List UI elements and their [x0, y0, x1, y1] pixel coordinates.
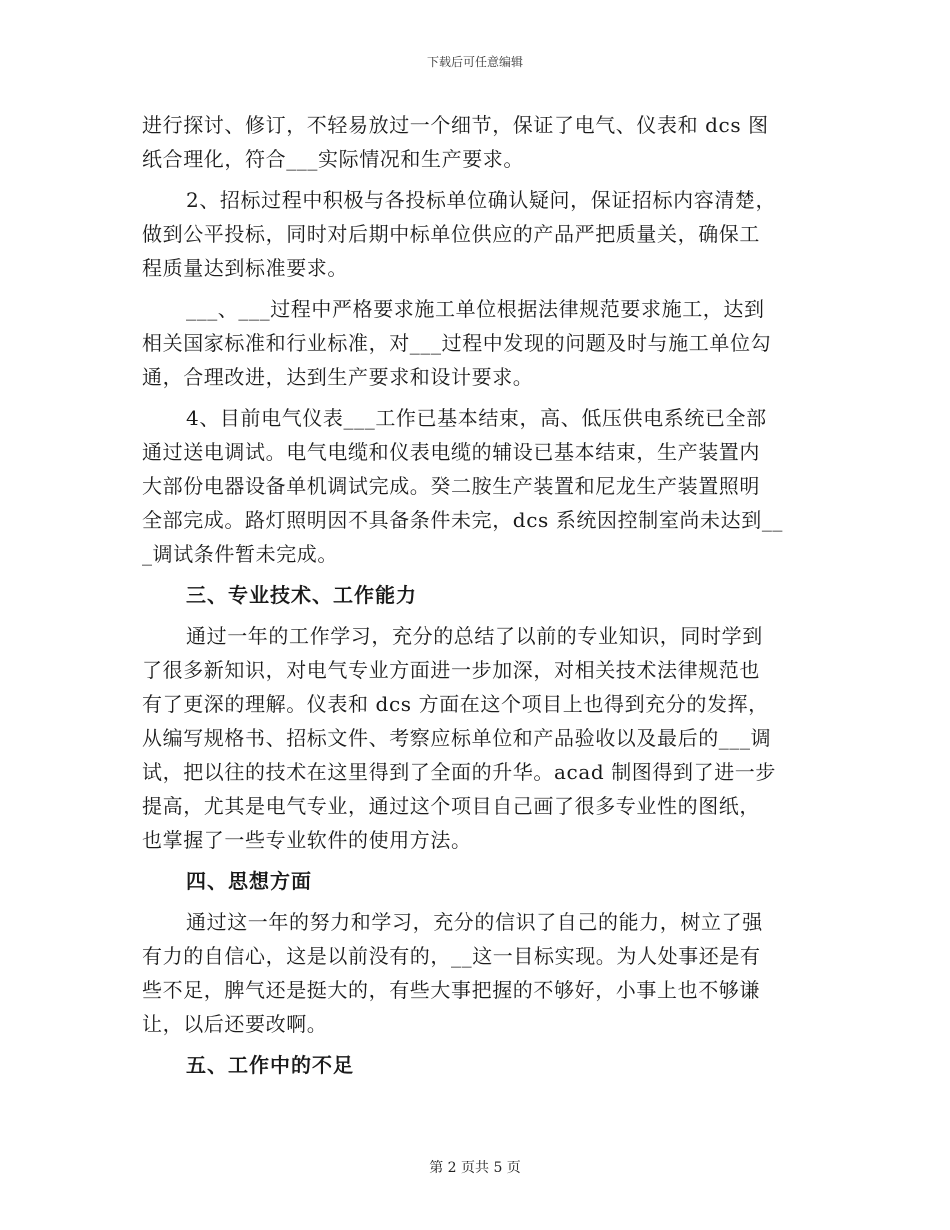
paragraph-item-2 — [142, 183, 808, 285]
paragraph-item-3 — [142, 292, 808, 394]
paragraph-thinking — [142, 905, 808, 1041]
page-header: 下载后可任意编辑 — [426, 55, 523, 69]
text-line: 纸合理化，符合___实际情况和生产要求。 — [142, 147, 524, 171]
section-heading-4 — [142, 864, 808, 898]
text-line: 大部份电器设备单机调试完成。癸二胺生产装置和尼龙生产装置照明 — [142, 474, 760, 498]
text-line: 有了更深的理解。仪表和 dcs 方面在这个项目上也得到充分的发挥， — [142, 692, 769, 716]
text-line: 让，以后还要改啊。 — [142, 1012, 328, 1036]
text-line: 提高，尤其是电气专业，通过这个项目自己画了很多专业性的图纸， — [142, 794, 760, 818]
text-line: 全部完成。路灯照明因不具备条件未完，dcs 系统因控制室尚未达到__ — [142, 508, 784, 532]
text-line: 有力的自信心，这是以前没有的，__这一目标实现。为人处事还是有 — [142, 944, 761, 968]
text-line: _调试条件暂未完成。 — [142, 542, 338, 566]
section-heading-3 — [142, 578, 808, 612]
text-line: 通过一年的工作学习，充分的总结了以前的专业知识，同时学到 — [186, 624, 763, 648]
paragraph-professional-skills — [142, 619, 808, 857]
page-footer: 第 2 页共 5 页 — [429, 1160, 521, 1176]
text-line: 也掌握了一些专业软件的使用方法。 — [142, 828, 472, 852]
text-line: 试，把以往的技术在这里得到了全面的升华。acad 制图得到了进一步 — [142, 760, 777, 784]
text-line: 通过送电调试。电气电缆和仪表电缆的辅设已基本结束，生产装置内 — [142, 440, 760, 464]
text-line: 些不足，脾气还是挺大的，有些大事把握的不够好，小事上也不够谦 — [142, 978, 760, 1002]
section-heading: 五、工作中的不足 — [186, 1053, 354, 1077]
section-heading-5 — [142, 1048, 808, 1082]
paragraph-continuation — [142, 108, 808, 176]
document-body — [142, 108, 808, 1082]
text-line: 做到公平投标，同时对后期中标单位供应的产品严把质量关，确保工 — [142, 222, 760, 246]
paragraph-item-4 — [142, 401, 808, 571]
text-line: 4、目前电气仪表___工作已基本结束，高、低压供电系统已全部 — [186, 406, 767, 430]
text-line: 了很多新知识，对电气专业方面进一步加深，对相关技术法律规范也 — [142, 658, 760, 682]
text-line: 进行探讨、修订，不轻易放过一个细节，保证了电气、仪表和 dcs 图 — [142, 113, 769, 137]
section-heading: 三、专业技术、工作能力 — [186, 583, 417, 607]
text-line: 从编写规格书、招标文件、考察应标单位和产品验收以及最后的___调 — [142, 726, 772, 750]
text-line: 通，合理改进，达到生产要求和设计要求。 — [142, 365, 534, 389]
text-line: 相关国家标准和行业标准，对___过程中发现的问题及时与施工单位勾 — [142, 331, 772, 355]
section-heading: 四、思想方面 — [186, 869, 312, 893]
text-line: 通过这一年的努力和学习，充分的信识了自己的能力，树立了强 — [186, 910, 763, 934]
text-line: 程质量达到标准要求。 — [142, 256, 348, 280]
text-line: ___、___过程中严格要求施工单位根据法律规范要求施工，达到 — [186, 297, 765, 321]
text-line: 2、招标过程中积极与各投标单位确认疑问，保证招标内容清楚， — [186, 188, 777, 212]
